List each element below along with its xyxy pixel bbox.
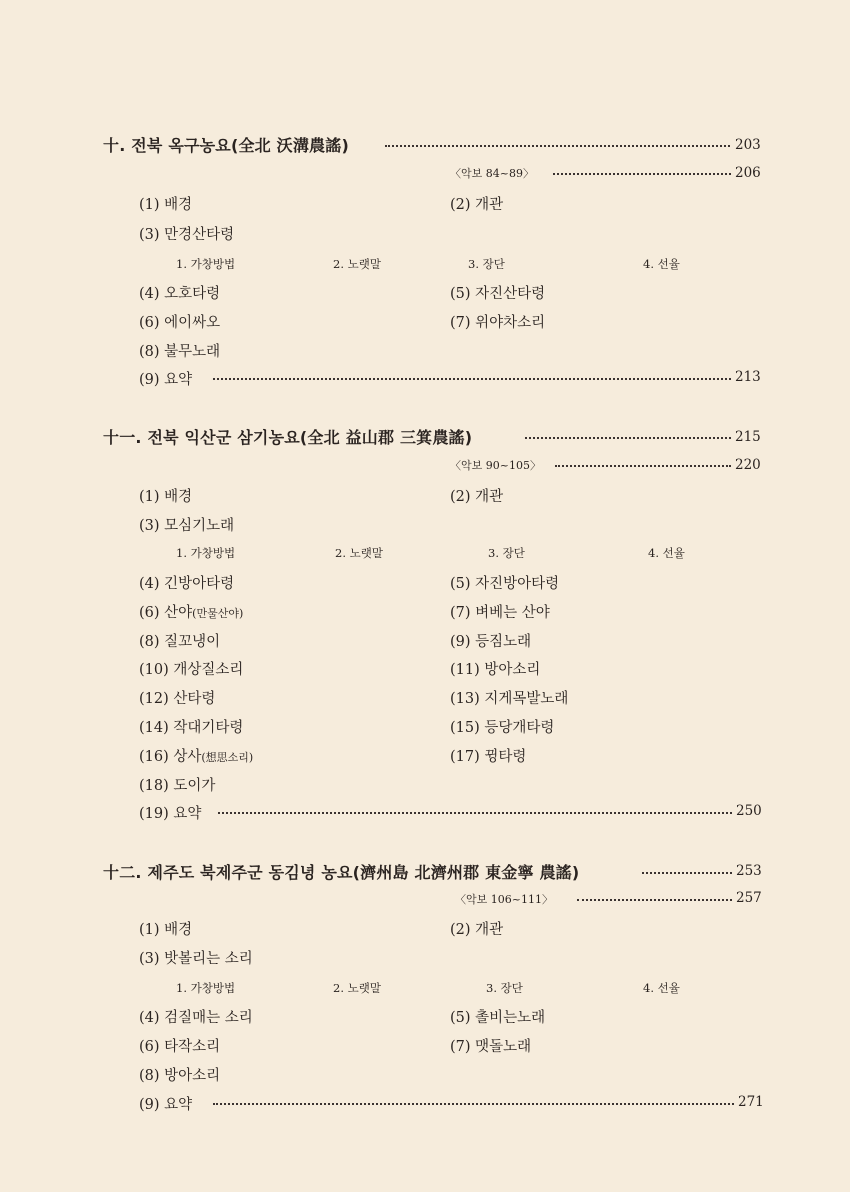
s10-sub-1: 1. 가창방법 <box>176 257 236 271</box>
section-10-score-ref: 〈악보 84~89〉 <box>450 167 534 180</box>
s12-item-9: (9) 요약 <box>139 1097 193 1113</box>
s10-item-2: (2) 개관 <box>450 197 504 213</box>
s10-item-4: (4) 오호타령 <box>139 286 221 302</box>
s11-item-13: (13) 지게목발노래 <box>450 691 569 707</box>
section-12-score-page: 257 <box>736 890 762 906</box>
s10-item-3: (3) 만경산타령 <box>139 227 235 243</box>
s11-item-14: (14) 작대기타령 <box>139 720 244 736</box>
s12-item-8: (8) 방아소리 <box>139 1068 221 1084</box>
s10-item-9: (9) 요약 <box>139 372 193 388</box>
section-12-page: 253 <box>736 863 762 879</box>
s10-item-8: (8) 불무노래 <box>139 344 221 360</box>
s12-sub-1: 1. 가창방법 <box>176 981 236 995</box>
s12-summary-page: 271 <box>738 1094 764 1110</box>
s12-item-5: (5) 촐비는노래 <box>450 1010 546 1026</box>
section-11-leader <box>525 427 731 439</box>
s11-item-6: (6) 산야(만물산야) <box>139 605 244 621</box>
s12-sub-3: 3. 장단 <box>486 981 523 995</box>
s12-item-3: (3) 밧볼리는 소리 <box>139 951 253 967</box>
s11-item-4: (4) 긴방아타령 <box>139 576 235 592</box>
section-11-page: 215 <box>735 429 761 445</box>
s12-summary-leader <box>213 1093 734 1105</box>
s11-item-16-note: (想思소리) <box>201 751 254 764</box>
section-12-score-ref: 〈악보 106~111〉 <box>455 893 553 906</box>
s11-item-3: (3) 모심기노래 <box>139 518 235 534</box>
s12-item-4: (4) 검질매는 소리 <box>139 1010 253 1026</box>
section-10-page: 203 <box>735 137 761 153</box>
section-12-score-leader <box>577 889 732 901</box>
s11-item-12: (12) 산타령 <box>139 691 216 707</box>
s10-item-5: (5) 자진산타령 <box>450 286 546 302</box>
s11-sub-2: 2. 노랫말 <box>335 546 383 560</box>
section-12-heading: 十二. 제주도 북제주군 동김녕 농요(濟州島 北濟州郡 東金寧 農謠) <box>103 863 580 882</box>
s11-item-16: (16) 상사(想思소리) <box>139 749 254 765</box>
s11-item-2: (2) 개관 <box>450 489 504 505</box>
s10-summary-page: 213 <box>735 369 761 385</box>
s11-item-17: (17) 뀡타령 <box>450 749 527 765</box>
s11-item-9: (9) 등짐노래 <box>450 634 532 650</box>
section-11-heading: 十一. 전북 익산군 삼기농요(全北 益山郡 三箕農謠) <box>103 428 473 447</box>
s11-item-5: (5) 자진방아타령 <box>450 576 560 592</box>
s11-item-15: (15) 등당개타령 <box>450 720 555 736</box>
section-11-score-ref: 〈악보 90~105〉 <box>450 459 541 472</box>
section-10-leader <box>385 135 730 147</box>
s12-item-6: (6) 타작소리 <box>139 1039 221 1055</box>
s11-item-1: (1) 배경 <box>139 489 193 505</box>
section-10-score-leader <box>553 163 731 175</box>
section-10-score-page: 206 <box>735 165 761 181</box>
s10-sub-3: 3. 장단 <box>468 257 505 271</box>
s10-item-6: (6) 에이싸오 <box>139 315 221 331</box>
s11-summary-page: 250 <box>736 803 762 819</box>
s12-sub-4: 4. 선율 <box>643 981 680 995</box>
s11-sub-4: 4. 선율 <box>648 546 685 560</box>
s11-item-18: (18) 도이가 <box>139 778 216 794</box>
s11-summary-leader <box>218 802 732 814</box>
s11-item-10: (10) 개상질소리 <box>139 662 244 678</box>
s12-sub-2: 2. 노랫말 <box>333 981 381 995</box>
s10-summary-leader <box>213 368 731 380</box>
s11-sub-1: 1. 가창방법 <box>176 546 236 560</box>
s10-item-1: (1) 배경 <box>139 197 193 213</box>
section-10-heading: 十. 전북 옥구농요(全北 沃溝農謠) <box>103 136 349 155</box>
s11-item-6-note: (만물산야) <box>192 607 244 620</box>
s12-item-2: (2) 개관 <box>450 922 504 938</box>
section-11-score-leader <box>555 455 731 467</box>
s11-item-11: (11) 방아소리 <box>450 662 541 678</box>
s11-item-8: (8) 질꼬냉이 <box>139 634 221 650</box>
s10-sub-4: 4. 선율 <box>643 257 680 271</box>
s10-item-7: (7) 위야차소리 <box>450 315 546 331</box>
s10-sub-2: 2. 노랫말 <box>333 257 381 271</box>
section-11-score-page: 220 <box>735 457 761 473</box>
section-12-leader <box>642 862 732 874</box>
s11-item-7: (7) 벼베는 산야 <box>450 605 550 621</box>
s11-sub-3: 3. 장단 <box>488 546 525 560</box>
s11-item-19: (19) 요약 <box>139 806 202 822</box>
s12-item-7: (7) 맷돌노래 <box>450 1039 532 1055</box>
s12-item-1: (1) 배경 <box>139 922 193 938</box>
